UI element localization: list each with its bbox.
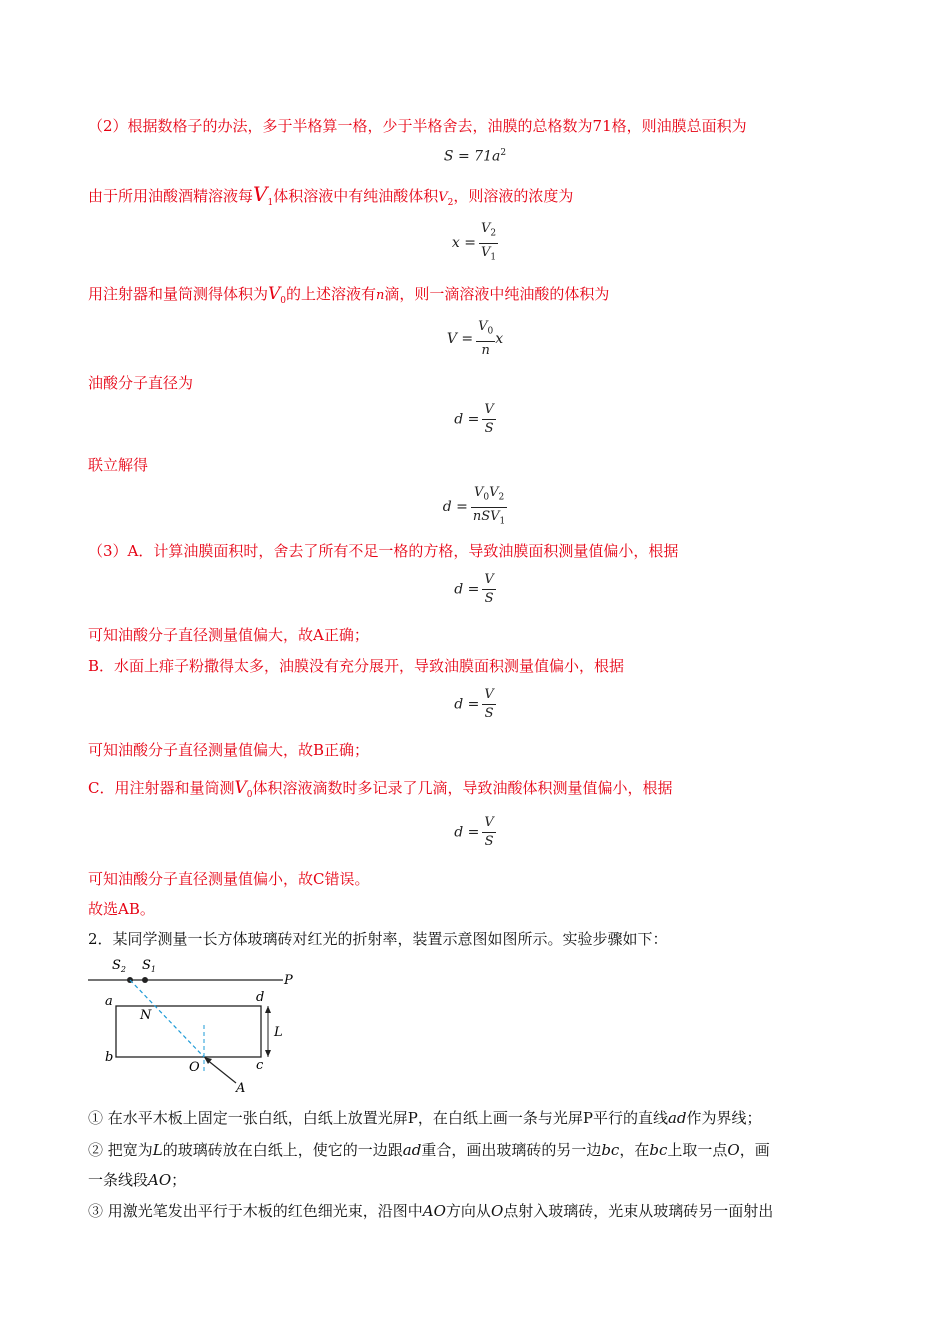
num: V <box>482 814 495 833</box>
text-seg: 上取一点 <box>667 1141 728 1159</box>
den: S <box>484 591 494 606</box>
text-seg: 点射入玻璃砖，光束从玻璃砖另一面射出 <box>503 1202 774 1220</box>
label-l: L <box>274 1025 283 1040</box>
step-2-line2 <box>88 1170 186 1190</box>
sub: 2 <box>490 228 497 239</box>
label-a: a <box>105 994 113 1009</box>
sub: 0 <box>246 790 253 800</box>
step-2-line1 <box>88 1140 770 1160</box>
fraction <box>482 571 495 608</box>
question-2-intro: 2．某同学测量一长方体玻璃砖对红光的折射率，装置示意图如图所示。实验步骤如下： <box>88 930 668 948</box>
label-s1: $S_1$ <box>142 958 156 974</box>
apparatus-diagram <box>88 955 308 1095</box>
sub: 2 <box>447 198 454 208</box>
solution-c-conclusion: 可知油酸分子直径测量值偏小，故C错误。 <box>88 870 370 888</box>
eq-tail: x <box>495 330 504 347</box>
text-seg: 的玻璃砖放在白纸上，使它的一边跟 <box>162 1141 403 1159</box>
sub: 1 <box>499 516 506 527</box>
eq-lhs: d <box>454 581 464 598</box>
solution-volume-text <box>88 284 609 311</box>
solution-c-text <box>88 778 673 805</box>
solution-solve-text: 联立解得 <box>88 456 149 474</box>
solution-b-text: B．水面上痱子粉撒得太多，油膜没有充分展开，导致油膜面积测量值偏小，根据 <box>88 657 625 675</box>
eq-lhs: d <box>454 411 464 428</box>
equation-diameter: d = $\frac{V}{S}$ <box>454 402 494 436</box>
equation-diameter-a: d = $\frac{V}{S}$ <box>454 572 494 606</box>
equation-concentration: x = $\frac{V_2}{V_1}$ <box>0 220 950 266</box>
text-seg: 一条线段 <box>88 1171 149 1189</box>
var-ao: AO <box>422 1202 446 1220</box>
var-bc: bc <box>649 1141 668 1159</box>
num: V <box>482 686 495 705</box>
label-s2: $S_2$ <box>112 958 126 974</box>
var-n: n <box>376 288 385 303</box>
den: S <box>484 706 494 721</box>
num: V <box>480 221 491 236</box>
eq-lhs: d <box>454 696 464 713</box>
text-seg: ② 把宽为 <box>88 1141 153 1159</box>
sub: 1 <box>490 252 497 263</box>
num: V <box>482 571 495 590</box>
num: V <box>489 485 499 500</box>
sub: 2 <box>498 492 505 503</box>
solution-part2-text: （2）根据数格子的办法，多于半格算一格，少于半格舍去，油膜的总格数为71格，则油膜总面积为 <box>88 117 747 135</box>
var-v1: V <box>253 182 268 206</box>
label-d: d <box>256 990 265 1005</box>
solution-b-conclusion: 可知油酸分子直径测量值偏大，故B正确； <box>88 741 370 759</box>
text-seg: C．用注射器和量筒测 <box>88 779 235 797</box>
equation-final: d = $\frac{V_0V_2}{nSV_1}$ <box>0 484 950 530</box>
solution-answer: 故选AB。 <box>88 900 155 918</box>
glass-brick <box>116 1006 261 1057</box>
incident-ray <box>206 1059 236 1083</box>
den: S <box>484 834 494 849</box>
text-seg: ； <box>171 1171 187 1189</box>
text-seg: 作为界线； <box>686 1109 762 1127</box>
fraction <box>479 220 498 266</box>
var-ao: AO <box>148 1171 172 1189</box>
label-n: N <box>140 1008 152 1023</box>
sub: 0 <box>280 296 287 306</box>
step-3 <box>88 1201 773 1221</box>
solution-diameter-text: 油酸分子直径为 <box>88 374 194 392</box>
var-v2: V <box>438 190 448 205</box>
text-seg: ③ 用激光笔发出平行于木板的红色细光束，沿图中 <box>88 1202 423 1220</box>
point-s1 <box>142 977 148 983</box>
den: S <box>484 421 494 436</box>
text-seg: ① 在水平木板上固定一张白纸，白纸上放置光屏P，在白纸上画一条与光屏P平行的直线 <box>88 1109 668 1127</box>
var-l: L <box>152 1141 163 1159</box>
eq-lhs: d <box>454 824 464 841</box>
text-seg: 重合，画出玻璃砖的另一边 <box>421 1141 602 1159</box>
label-a-point: A <box>236 1081 246 1095</box>
eq-rhs: 71a <box>474 148 501 165</box>
text-seg: 滴，则一滴溶液中纯油酸的体积为 <box>384 285 610 303</box>
fraction <box>482 401 495 438</box>
sub: 0 <box>483 492 490 503</box>
label-o: O <box>189 1060 200 1075</box>
equation-area: $S = 71a^2$ <box>443 148 507 165</box>
num: V <box>473 485 484 500</box>
label-c: c <box>256 1058 264 1073</box>
var-o: O <box>727 1141 740 1159</box>
text-seg: ，画 <box>739 1141 770 1159</box>
label-p: P <box>284 973 293 988</box>
solution-a-conclusion: 可知油酸分子直径测量值偏大，故A正确； <box>88 626 369 644</box>
var-o: O <box>490 1202 504 1220</box>
text-seg: 用注射器和量筒测得体积为 <box>88 285 269 303</box>
num: V <box>482 401 495 420</box>
den: V <box>480 244 491 260</box>
solution-concentration-text <box>88 184 573 213</box>
eq-lhs: S <box>443 148 454 165</box>
label-b: b <box>105 1050 114 1065</box>
equation-diameter-b: d = $\frac{V}{S}$ <box>454 687 494 721</box>
var-ad: ad <box>667 1109 687 1127</box>
eq-exp: 2 <box>500 148 507 158</box>
den: nSV <box>472 508 500 524</box>
eq-lhs: d <box>442 499 452 516</box>
fraction <box>471 484 507 530</box>
fraction <box>476 318 495 360</box>
var-ad: ad <box>402 1141 422 1159</box>
arrow-up <box>265 1006 271 1013</box>
text-seg: 的上述溶液有 <box>286 285 377 303</box>
text-seg: ，在 <box>619 1141 650 1159</box>
num: V <box>478 319 488 334</box>
var-v0: V <box>234 778 247 798</box>
step-1 <box>88 1108 762 1128</box>
eq-lhs: x <box>451 235 460 252</box>
equation-drop-volume: V = $\frac{V_0}{n}$ x <box>446 319 504 358</box>
eq-lhs: V <box>446 330 457 347</box>
text-seg: ，则溶液的浓度为 <box>453 187 574 205</box>
solution-part3-text: （3）A．计算油膜面积时，舍去了所有不足一格的方格，导致油膜面积测量值偏小，根据 <box>88 542 679 560</box>
text-seg: 方向从 <box>445 1202 491 1220</box>
text-seg: 体积溶液滴数时多记录了几滴，导致油酸体积测量值偏小，根据 <box>252 779 673 797</box>
den: n <box>481 342 490 358</box>
sub: 0 <box>487 326 494 337</box>
var-v0: V <box>268 284 281 304</box>
text-seg: 体积溶液中有纯油酸体积 <box>273 187 439 205</box>
fraction <box>482 686 495 723</box>
equation-diameter-c: d = $\frac{V}{S}$ <box>454 815 494 849</box>
fraction <box>482 814 495 851</box>
text-seg: 由于所用油酸酒精溶液每 <box>88 187 254 205</box>
arrow-down <box>265 1050 271 1057</box>
var-bc: bc <box>601 1141 620 1159</box>
sub: 1 <box>267 198 274 208</box>
